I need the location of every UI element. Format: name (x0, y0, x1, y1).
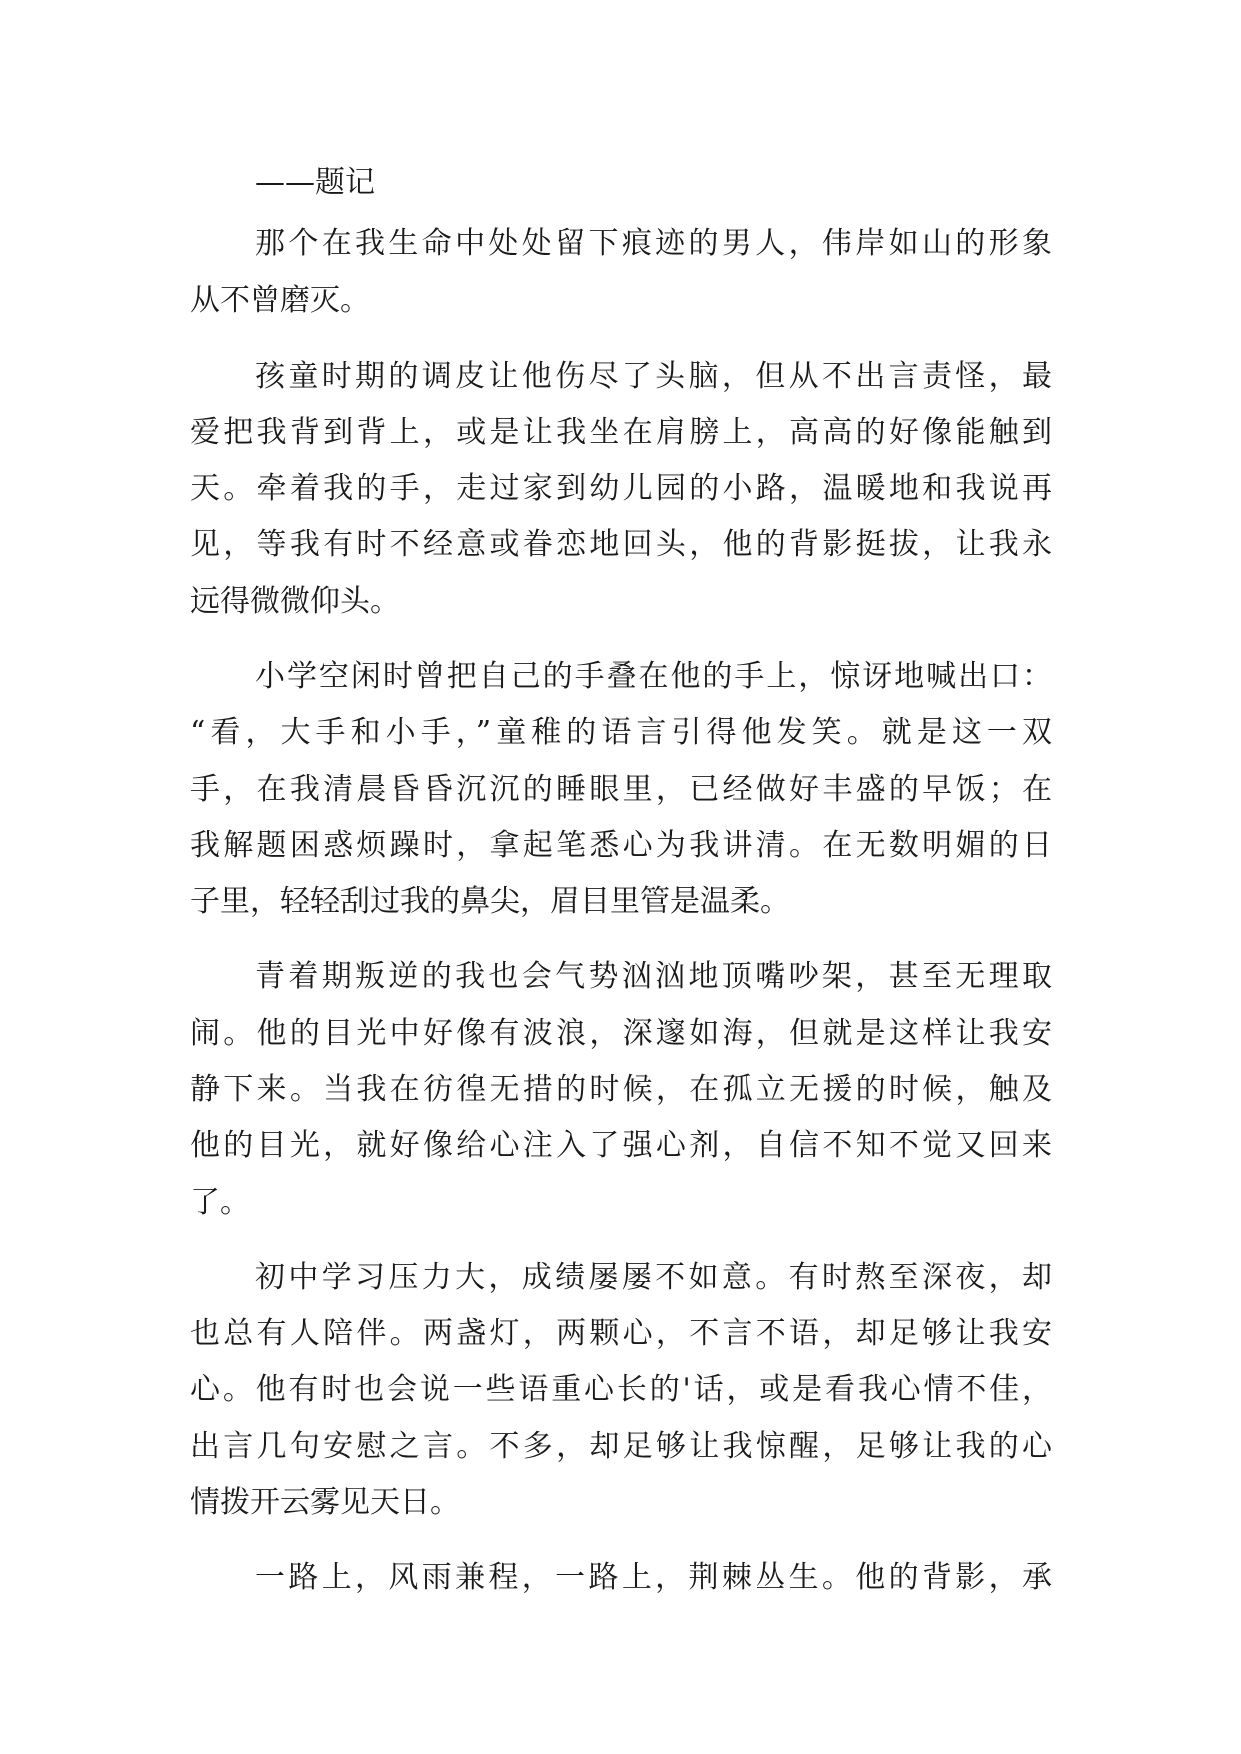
paragraph-4-line-1: 青着期叛逆的我也会气势汹汹地顶嘴吵架，甚至无理取 (255, 959, 1052, 994)
paragraph-4-line-2: 闹。他的目光中好像有波浪，深邃如海，但就是这样让我安 (190, 1016, 1052, 1051)
paragraph-2-line-1: 孩童时期的调皮让他伤尽了头脑，但从不出言责怪，最 (255, 359, 1052, 394)
paragraph-3-line-2: “看，大手和小手，”童稚的语言引得他发笑。就是这一双 (190, 715, 1052, 750)
paragraph-3-line-5: 子里，轻轻刮过我的鼻尖，眉目里管是温柔。 (190, 884, 790, 919)
paragraph-3-line-4: 我解题困惑烦躁时，拿起笔悉心为我讲清。在无数明媚的日 (190, 828, 1052, 863)
paragraph-1-line-2: 从不曾磨灭。 (190, 283, 370, 318)
paragraph-2-line-3: 天。牵着我的手，走过家到幼儿园的小路，温暖地和我说再 (190, 471, 1052, 506)
paragraph-1-line-1: 那个在我生命中处处留下痕迹的男人，伟岸如山的形象 (255, 226, 1052, 261)
epigraph: ——题记 (255, 165, 375, 200)
paragraph-2-line-5: 远得微微仰头。 (190, 584, 400, 619)
paragraph-6-line-1: 一路上，风雨兼程，一路上，荆棘丛生。他的背影，承 (255, 1560, 1052, 1595)
paragraph-3-line-3: 手，在我清晨昏昏沉沉的睡眼里，已经做好丰盛的早饭；在 (190, 772, 1052, 807)
paragraph-3-line-1: 小学空闲时曾把自己的手叠在他的手上，惊讶地喊出口： (255, 659, 1052, 694)
paragraph-2-line-4: 见，等我有时不经意或眷恋地回头，他的背影挺拔，让我永 (190, 527, 1052, 562)
paragraph-5-line-5: 情拨开云雾见天日。 (190, 1485, 460, 1520)
paragraph-4-line-3: 静下来。当我在彷徨无措的时候，在孤立无援的时候，触及 (190, 1072, 1052, 1107)
paragraph-2-line-2: 爱把我背到背上，或是让我坐在肩膀上，高高的好像能触到 (190, 415, 1052, 450)
paragraph-4-line-4: 他的目光，就好像给心注入了强心剂，自信不知不觉又回来 (190, 1128, 1052, 1163)
paragraph-5-line-2: 也总有人陪伴。两盏灯，两颗心，不言不语，却足够让我安 (190, 1316, 1052, 1351)
paragraph-5-line-4: 出言几句安慰之言。不多，却足够让我惊醒，足够让我的心 (190, 1429, 1052, 1464)
paragraph-5-line-1: 初中学习压力大，成绩屡屡不如意。有时熬至深夜，却 (255, 1260, 1052, 1295)
paragraph-4-line-5: 了。 (190, 1185, 250, 1220)
paragraph-5-line-3: 心。他有时也会说一些语重心长的'话，或是看我心情不佳， (190, 1372, 1052, 1407)
